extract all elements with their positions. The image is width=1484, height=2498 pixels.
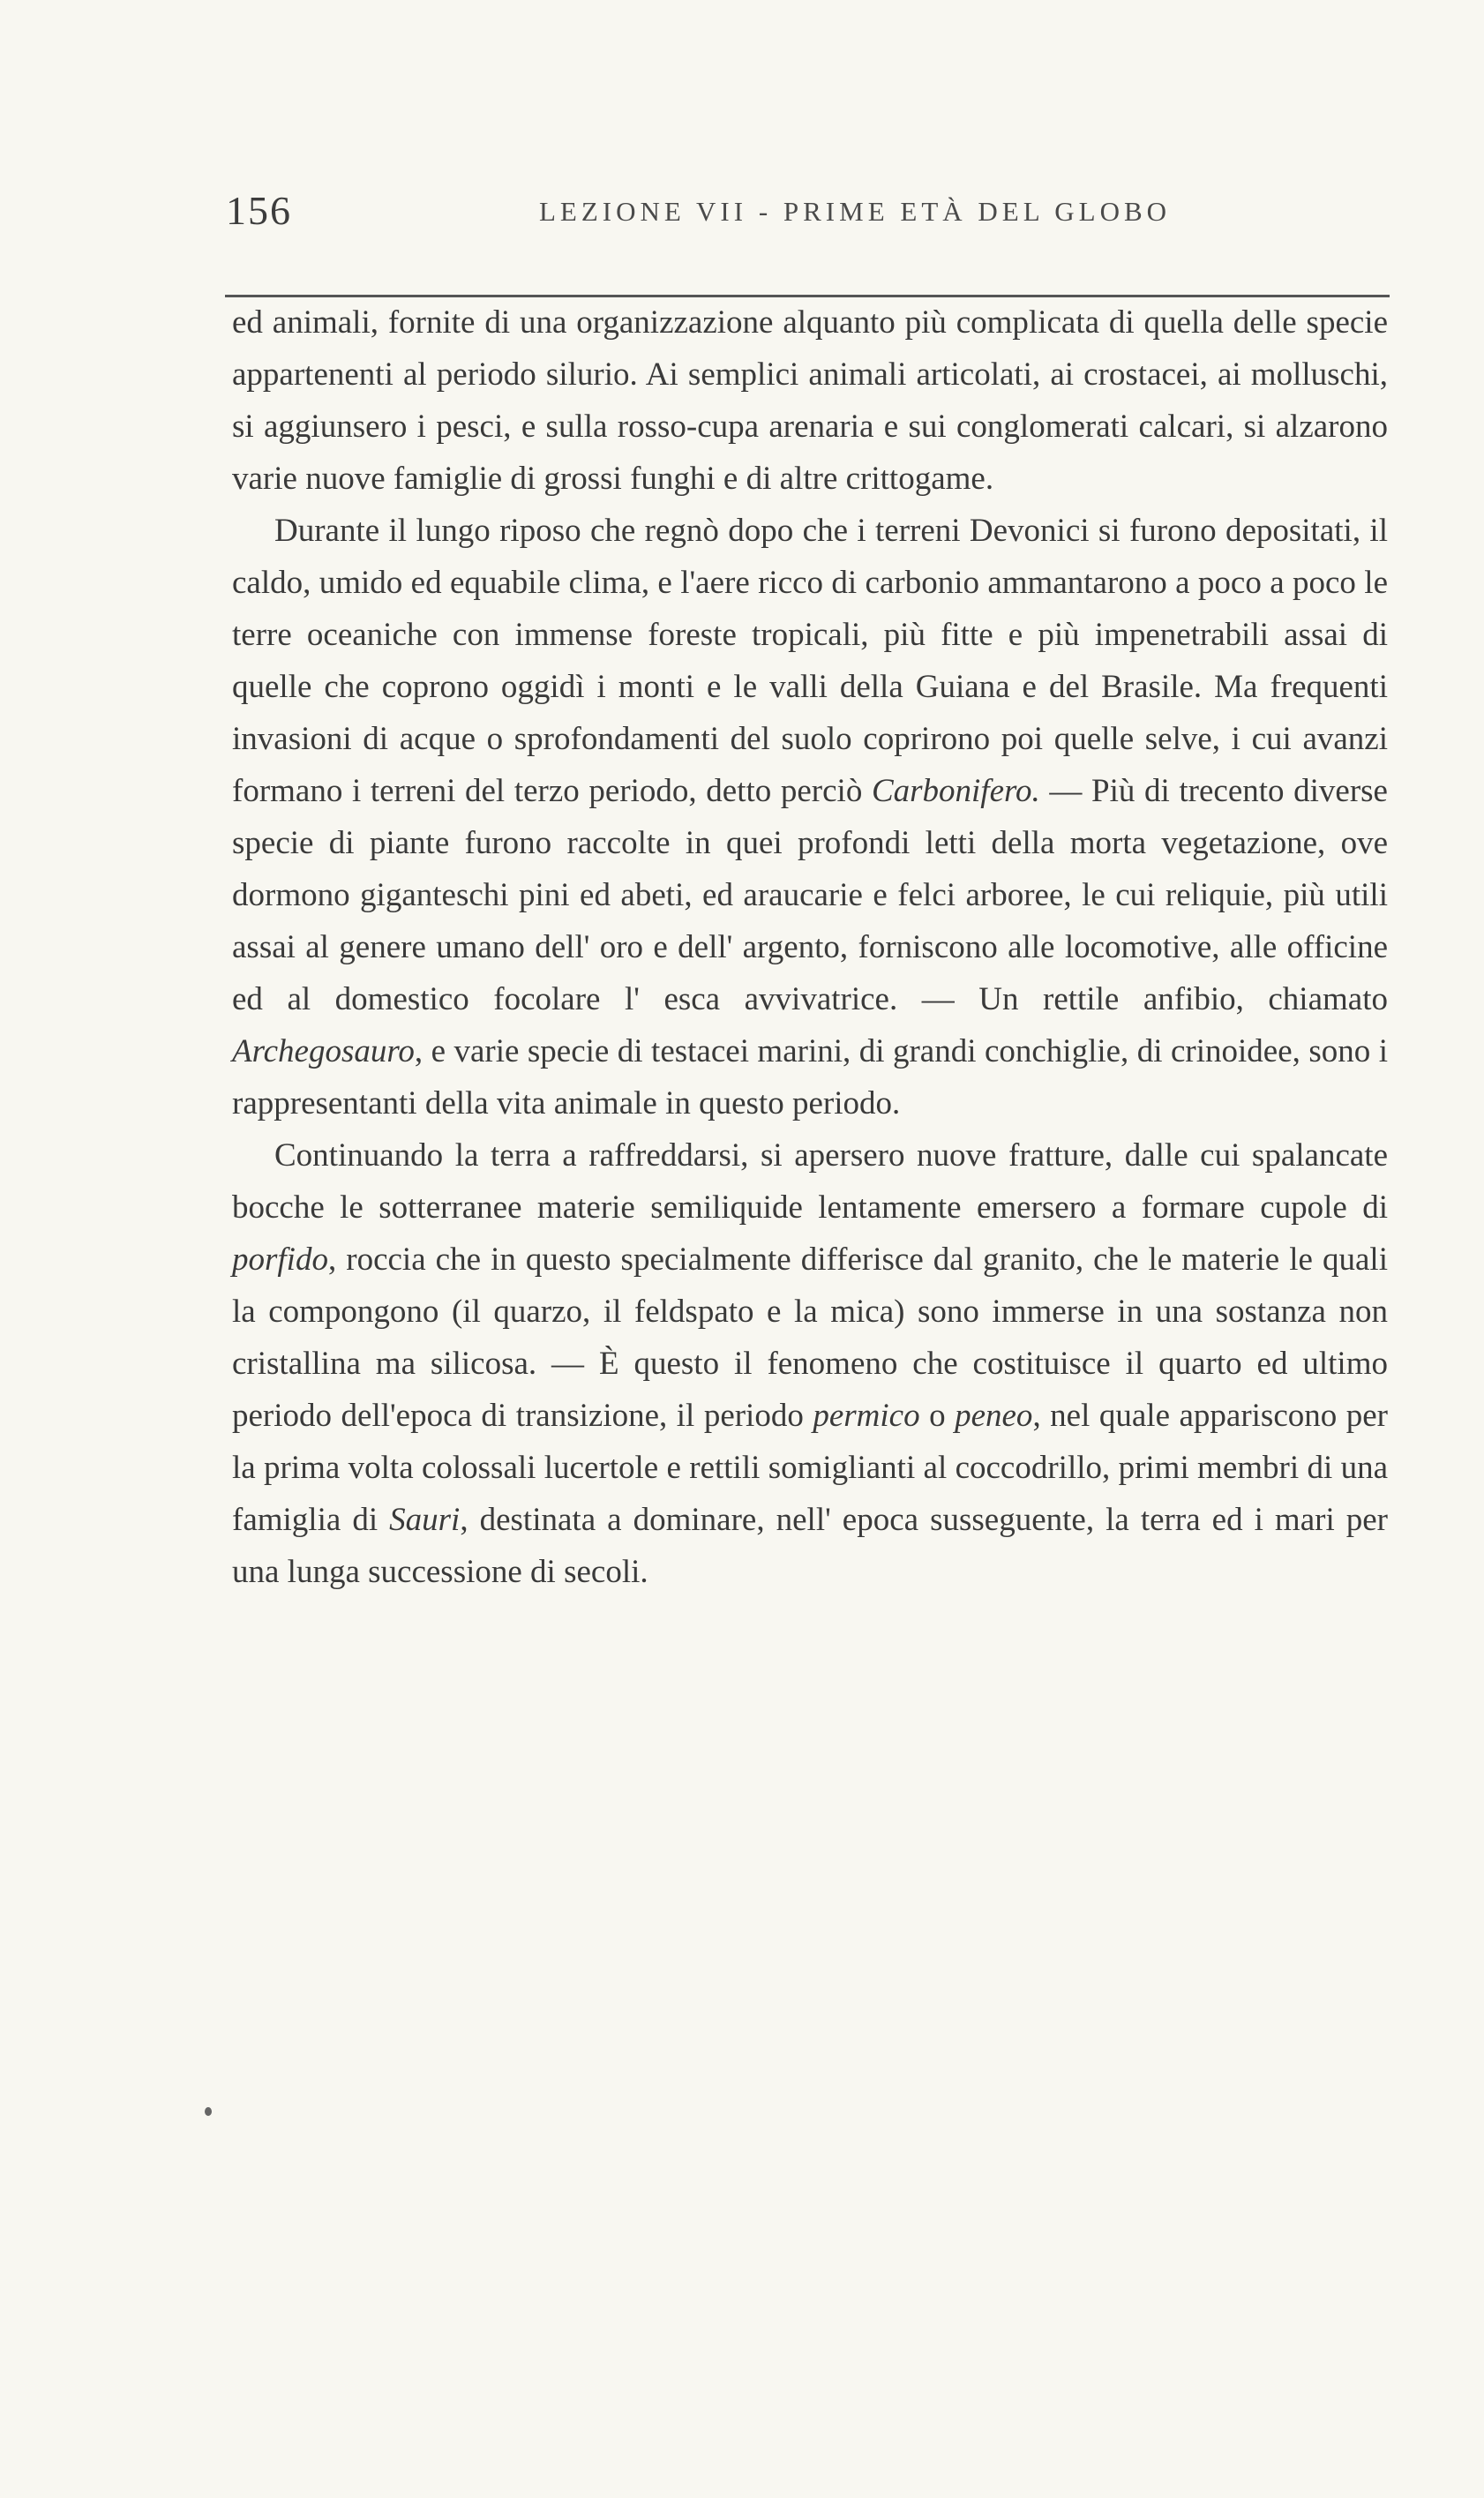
italic-term: porfido	[232, 1241, 328, 1278]
italic-term: Sauri	[389, 1502, 461, 1538]
text-run: , nel quale appariscono per la prima volta colossali lucertole e rettili somiglianti al coccodrillo, primi membri di una famiglia di	[232, 1398, 1388, 1538]
text-run: , destinata a dominare, nell' epoca susseguente, la terra ed i mari per una lunga successione di secoli.	[232, 1502, 1388, 1590]
italic-term: Carbonifero.	[871, 773, 1040, 809]
paragraph	[232, 505, 1388, 1129]
text-run: Durante il lungo riposo che regnò dopo che i terreni Devonici si furono depositati, il caldo, umido ed equabile clima, e l'aere ricco di carbonio ammantarono a poco a poco le terre oceaniche con immense foreste tropicali, più fitte e più impenetrabili assai di quelle che coprono oggidì i monti e le valli della Guiana e del Brasile. Ma frequenti invasioni di acque o sprofondamenti del suolo coprirono poi quelle selve, i cui avanzi formano i terreni del terzo periodo, detto perciò	[232, 513, 1388, 809]
running-head: LEZIONE VII - PRIME ETÀ DEL GLOBO	[539, 196, 1172, 227]
italic-term: permico	[813, 1398, 920, 1434]
text-run: ed animali, fornite di una organizzazione alquanto più complicata di quella delle specie appartenenti al periodo silurio. Ai semplici animali articolati, ai crostacei, ai molluschi, si aggiunsero i pesci, e sulla rosso-cupa arenaria e sui conglomerati calcari, si alzarono varie nuove famiglie di grossi funghi e di altre crittogame.	[232, 304, 1388, 497]
ink-speck	[205, 2107, 212, 2116]
page-number: 156	[226, 188, 292, 233]
text-run: Continuando la terra a raffreddarsi, si apersero nuove fratture, dalle cui spalancate bocche le sotterranee materie semiliquide lentamente emersero a formare cupole di	[232, 1137, 1388, 1226]
paragraph	[232, 296, 1388, 505]
text-run: , roccia che in questo specialmente differisce dal granito, che le materie le quali la compongono (il quarzo, il feldspato e la mica) sono immerse in una sostanza non cristallina ma silicosa. — È questo il fenomeno che costituisce il quarto ed ultimo periodo dell'epoca di transizione, il periodo	[232, 1241, 1388, 1434]
paragraph	[232, 1129, 1388, 1598]
italic-term: Archegosauro	[232, 1033, 415, 1069]
body-text	[232, 296, 1388, 1598]
italic-term: peneo	[955, 1398, 1033, 1434]
text-run: , e varie specie di testacei marini, di grandi conchiglie, di crinoidee, sono i rappresentanti della vita animale in questo periodo.	[232, 1033, 1388, 1121]
text-run: o	[919, 1398, 956, 1434]
text-run: — Più di trecento diverse specie di piante furono raccolte in quei profondi letti della morta vegetazione, ove dormono giganteschi pini ed abeti, ed araucarie e felci arboree, le cui reliquie, più utili assai al genere umano dell' oro e dell' argento, forniscono alle locomotive, alle officine ed al domestico focolare l' esca avvivatrice. — Un rettile anfibio, chiamato	[232, 773, 1388, 1017]
page-header	[226, 187, 1390, 240]
